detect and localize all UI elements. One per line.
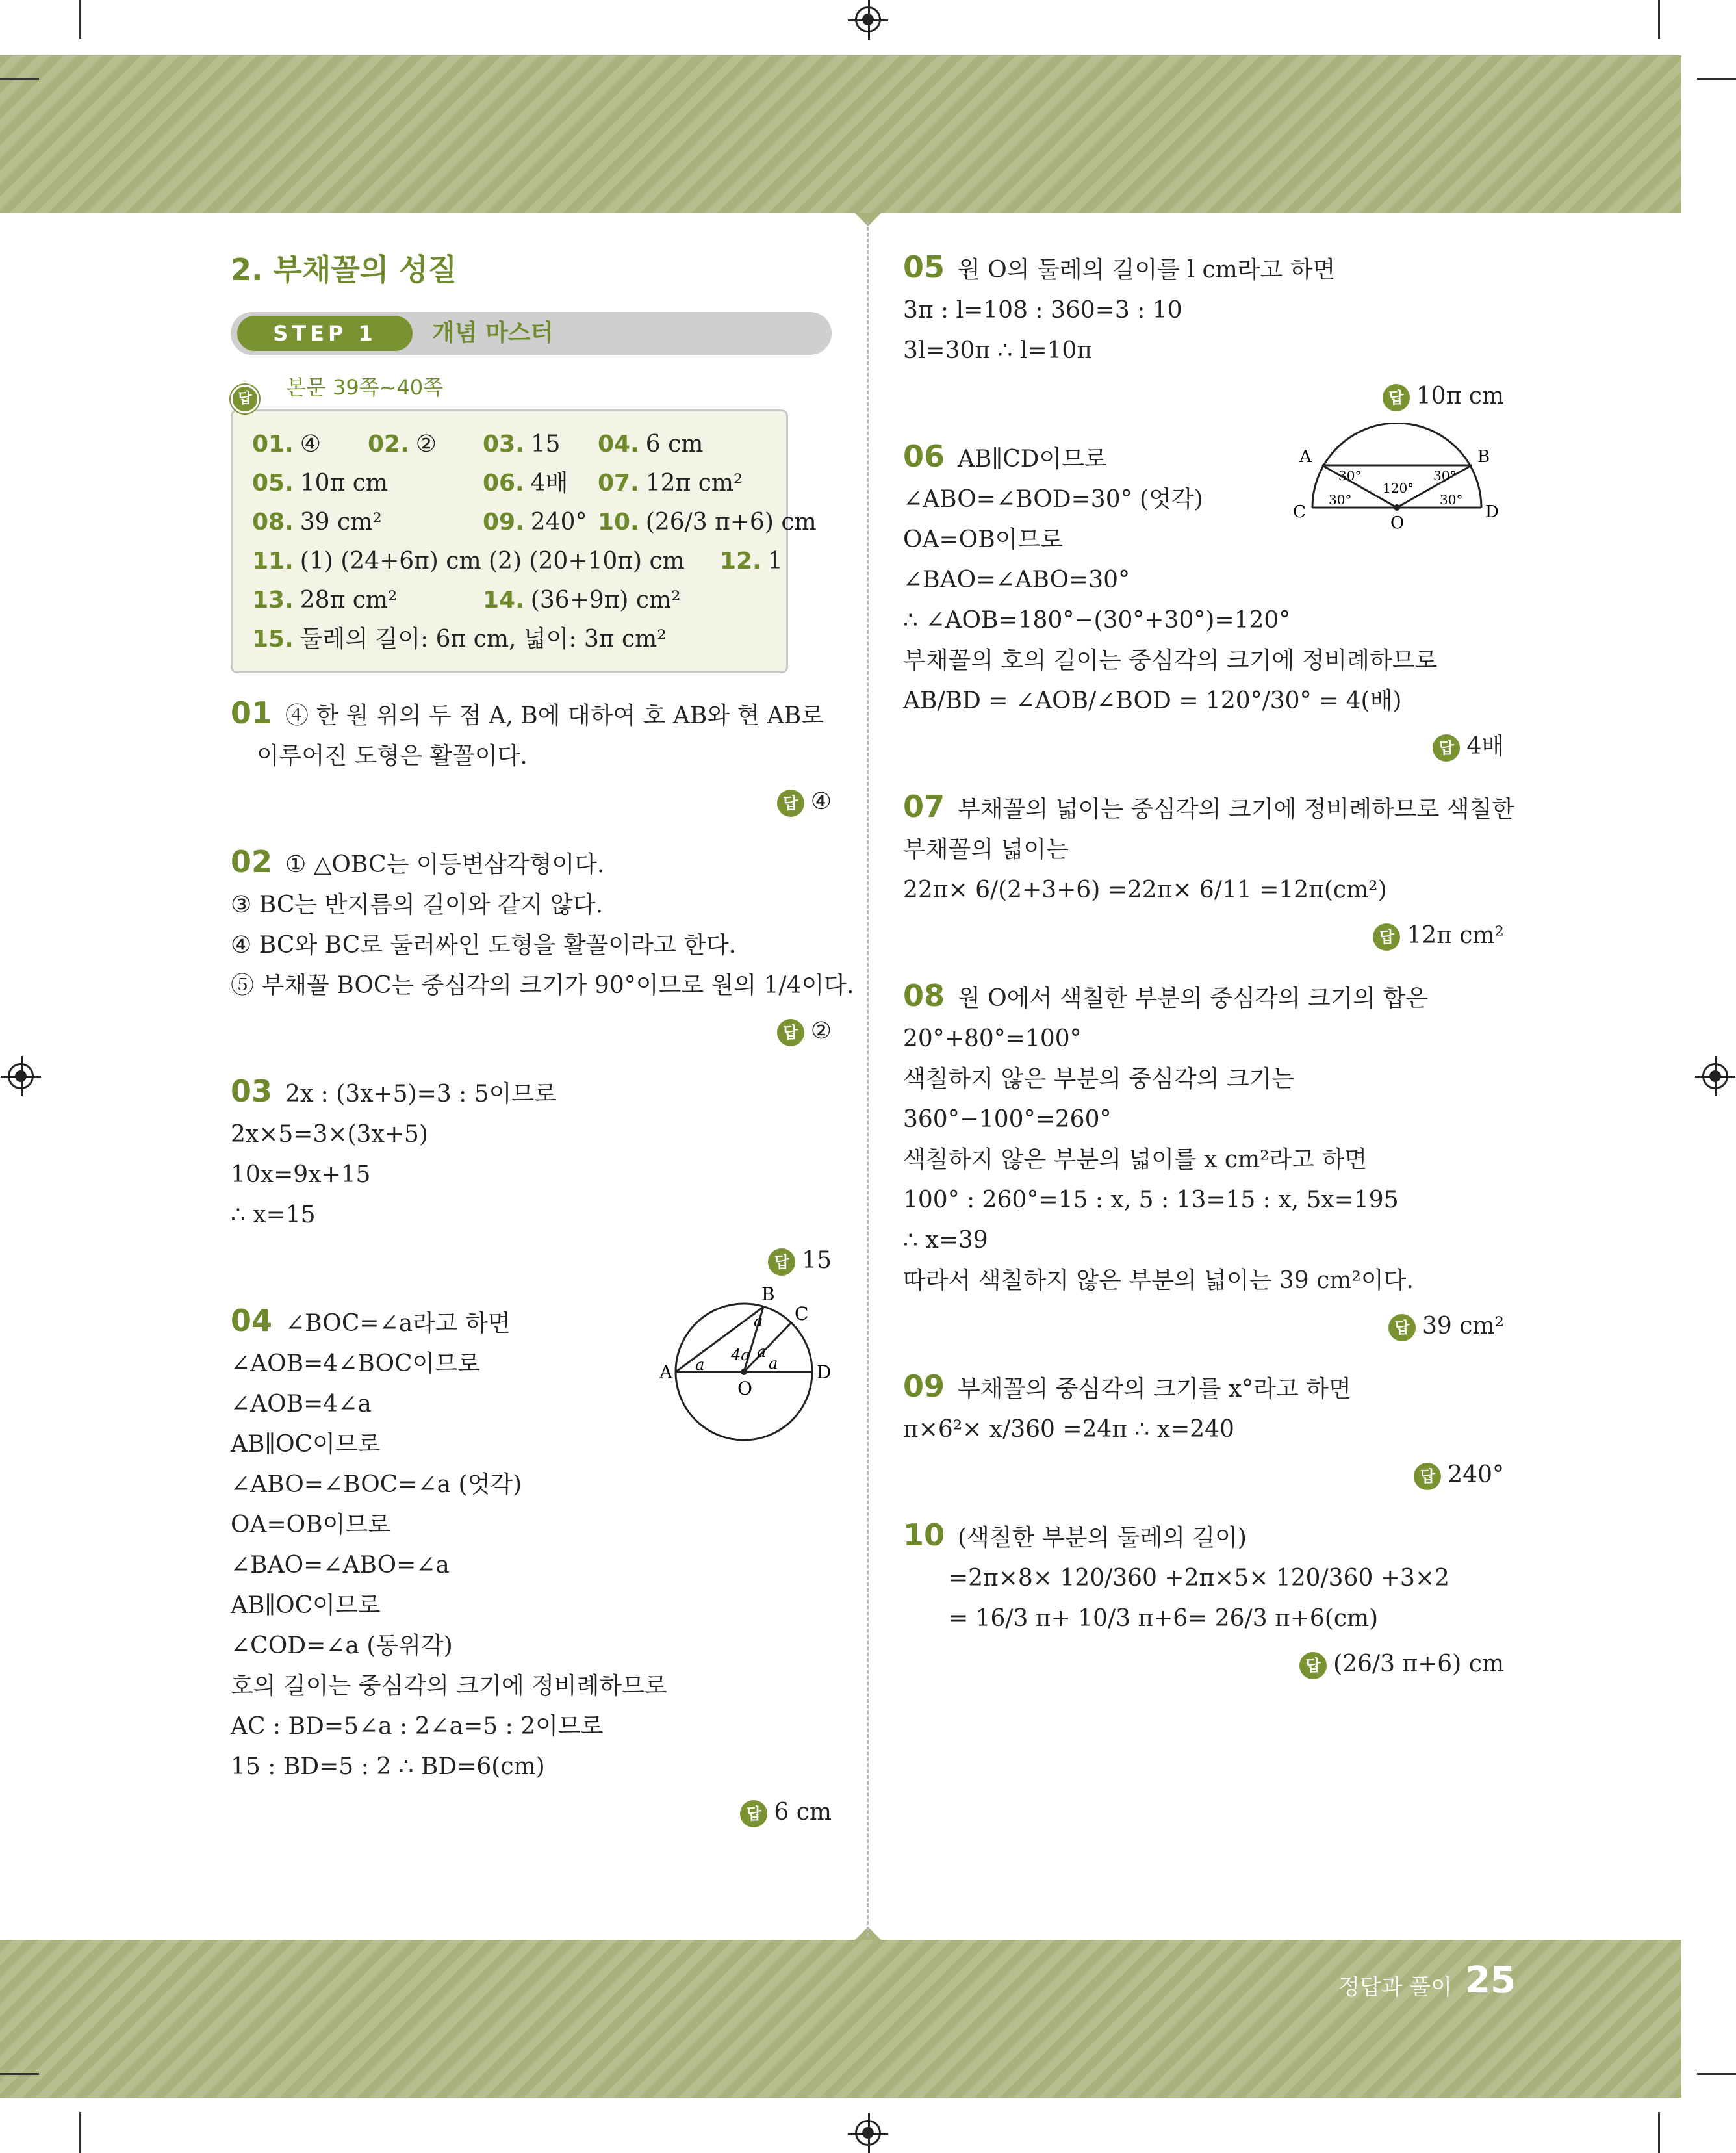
page-reference: 본문 39쪽~40쪽 bbox=[286, 375, 444, 400]
answer-badge-icon: 답 bbox=[768, 1248, 795, 1276]
problem-line: AC : BD=5∠a : 2∠a=5 : 2이므로 bbox=[231, 1713, 604, 1740]
problem-answer: 답 ② bbox=[231, 1011, 832, 1051]
problem-answer: 답 10π cm bbox=[903, 376, 1504, 417]
crop-mark bbox=[1697, 78, 1736, 80]
step-label: STEP 1 bbox=[237, 316, 413, 351]
problem-line: 07 부채꼴의 넓이는 중심각의 크기에 정비례하므로 색칠한 bbox=[903, 789, 1515, 824]
section-title: 2. 부채꼴의 성질 bbox=[231, 252, 457, 287]
angle-label: 30° bbox=[1433, 468, 1457, 483]
answer-pin-icon: 답 bbox=[231, 385, 259, 413]
answer-badge-icon: 답 bbox=[1373, 923, 1400, 951]
angle-label: 4a bbox=[731, 1346, 750, 1364]
crop-mark bbox=[0, 2073, 39, 2075]
problem-line: ∠ABO=∠BOC=∠a (엇각) bbox=[231, 1471, 522, 1498]
angle-label: a bbox=[769, 1354, 778, 1373]
problem-answer: 답 6 cm bbox=[231, 1792, 832, 1833]
problem-line: 10 (색칠한 부분의 둘레의 길이) bbox=[903, 1517, 1247, 1553]
problem-answer: 답 (26/3 π+6) cm bbox=[903, 1644, 1504, 1684]
problem-line: OA=OB이므로 bbox=[231, 1512, 390, 1538]
angle-label: 30° bbox=[1440, 492, 1463, 508]
problem-line: = 16/3 π+ 10/3 π+6= 26/3 π+6(cm) bbox=[949, 1605, 1379, 1632]
crop-mark bbox=[1658, 2112, 1660, 2153]
answer-badge-icon: 답 bbox=[777, 790, 804, 817]
problem-line: AB/BD = ∠AOB/∠BOD = 120°/30° = 4(배) bbox=[903, 688, 1402, 714]
problem-number: 02 bbox=[231, 844, 273, 879]
problem-answer: 답 ④ bbox=[231, 782, 832, 822]
answer-badge-icon: 답 bbox=[740, 1800, 767, 1827]
problem-line: ④ BC와 BC로 둘러싸인 도형을 활꼴이라고 한다. bbox=[231, 932, 737, 959]
angle-label: a bbox=[695, 1356, 705, 1374]
problem-number: 09 bbox=[903, 1369, 945, 1404]
answer-item: 04. 6 cm bbox=[598, 431, 704, 458]
problem-line: 색칠하지 않은 부분의 중심각의 크기는 bbox=[903, 1066, 1295, 1092]
problem-number: 01 bbox=[231, 695, 273, 730]
answer-item: 14. (36+9π) cm² bbox=[483, 587, 681, 613]
crop-mark bbox=[1697, 2073, 1736, 2075]
problem-line: 360°−100°=260° bbox=[903, 1106, 1112, 1133]
problem-number: 05 bbox=[903, 250, 945, 285]
answer-item: 15. 둘레의 길이: 6π cm, 넓이: 3π cm² bbox=[252, 626, 667, 652]
answer-item: 07. 12π cm² bbox=[598, 470, 743, 496]
point-label: O bbox=[737, 1378, 752, 1399]
registration-mark-icon bbox=[1702, 1063, 1728, 1089]
problem-line: =2π×8× 120/360 +2π×5× 120/360 +3×2 bbox=[949, 1565, 1449, 1592]
problem-line: 06 AB∥CD이므로 bbox=[903, 439, 1107, 474]
answer-item: 01. ④ bbox=[252, 431, 322, 458]
right-column bbox=[903, 247, 1515, 1684]
point-label: A bbox=[659, 1361, 673, 1383]
answer-badge-icon: 답 bbox=[1433, 734, 1460, 762]
problem-line: 03 2x : (3x+5)=3 : 5이므로 bbox=[231, 1074, 557, 1109]
answer-item: 12. 1 bbox=[720, 548, 783, 574]
answer-badge-icon: 답 bbox=[1383, 384, 1410, 411]
problem-line: ∴ x=15 bbox=[231, 1202, 316, 1228]
point-label: D bbox=[1485, 502, 1499, 522]
reference-row bbox=[231, 368, 832, 409]
point-label: C bbox=[1293, 502, 1306, 522]
problem-number: 10 bbox=[903, 1517, 945, 1553]
problem-line: 20°+80°=100° bbox=[903, 1025, 1082, 1052]
point-label: C bbox=[795, 1303, 809, 1324]
problem-09 bbox=[903, 1366, 1504, 1495]
point-label: A bbox=[1299, 447, 1312, 467]
problem-05 bbox=[903, 247, 1504, 417]
problem-line: ⑤ 부채꼴 BOC는 중심각의 크기가 90°이므로 원의 1/4이다. bbox=[231, 972, 854, 999]
problem-line: AB∥OC이므로 bbox=[231, 1592, 381, 1619]
problem-line: 색칠하지 않은 부분의 넓이를 x cm²라고 하면 bbox=[903, 1146, 1368, 1173]
problem-line: ∴ x=39 bbox=[903, 1227, 988, 1254]
problem-line: OA=OB이므로 bbox=[903, 526, 1063, 553]
answer-item: 08. 39 cm² bbox=[252, 509, 382, 535]
registration-mark-icon bbox=[855, 6, 881, 32]
problem-number: 03 bbox=[231, 1074, 273, 1109]
answer-badge-icon: 답 bbox=[777, 1019, 804, 1046]
problem-line: 10x=9x+15 bbox=[231, 1161, 371, 1188]
crop-mark bbox=[79, 0, 81, 39]
registration-mark-icon bbox=[8, 1063, 34, 1089]
angle-label: a bbox=[754, 1312, 763, 1330]
problem-line: 따라서 색칠하지 않은 부분의 넓이는 39 cm²이다. bbox=[903, 1267, 1414, 1294]
problem-line: 02 ① △OBC는 이등변삼각형이다. bbox=[231, 844, 605, 879]
problem-line: 이루어진 도형은 활꼴이다. bbox=[257, 743, 528, 769]
crop-mark bbox=[0, 78, 39, 80]
problem-08 bbox=[903, 975, 1504, 1347]
problem-line: 3π : l=108 : 360=3 : 10 bbox=[903, 297, 1182, 324]
answer-item: 13. 28π cm² bbox=[252, 587, 398, 613]
problem-line: 호의 길이는 중심각의 크기에 정비례하므로 bbox=[231, 1673, 667, 1699]
problem-line: ∠BAO=∠ABO=∠a bbox=[231, 1552, 450, 1579]
crop-mark bbox=[1658, 0, 1660, 39]
problem-answer: 답 12π cm² bbox=[903, 916, 1504, 956]
point-label: D bbox=[817, 1361, 832, 1383]
problem-number: 08 bbox=[903, 978, 945, 1013]
answer-item: 09. 240° bbox=[483, 509, 587, 535]
footer-title: 정답과 풀이 bbox=[1338, 1974, 1453, 2000]
bottom-decorative-band bbox=[0, 1940, 1681, 2098]
crop-mark bbox=[79, 2112, 81, 2153]
answer-badge-icon: 답 bbox=[1388, 1314, 1416, 1341]
angle-label: 120° bbox=[1383, 480, 1414, 496]
angle-label: a bbox=[757, 1343, 767, 1361]
problem-04 bbox=[231, 1287, 832, 1833]
problem-10 bbox=[903, 1515, 1504, 1684]
point-label: B bbox=[1477, 447, 1490, 467]
problem-line: ③ BC는 반지름의 길이와 같지 않다. bbox=[231, 892, 603, 918]
registration-mark-icon bbox=[855, 2120, 881, 2146]
answer-summary-box bbox=[231, 409, 817, 673]
problem-07 bbox=[903, 786, 1515, 956]
problem-answer: 답 15 bbox=[231, 1241, 832, 1281]
step-bar bbox=[231, 312, 832, 355]
answer-item: 05. 10π cm bbox=[252, 470, 388, 496]
problem-line: 09 부채꼴의 중심각의 크기를 x°라고 하면 bbox=[903, 1369, 1351, 1404]
problem-line: 부채꼴의 넓이는 bbox=[903, 836, 1069, 863]
column-divider bbox=[867, 221, 869, 1937]
problem-answer: 답 39 cm² bbox=[903, 1306, 1504, 1347]
angle-label: 30° bbox=[1329, 492, 1352, 508]
page-number: 25 bbox=[1465, 1959, 1516, 2002]
problem-line: ∠ABO=∠BOD=30° (엇각) bbox=[903, 486, 1203, 513]
answer-item: 02. ② bbox=[368, 431, 437, 458]
point-label: B bbox=[761, 1287, 775, 1305]
problem-line: 15 : BD=5 : 2 ∴ BD=6(cm) bbox=[231, 1753, 545, 1780]
problem-03 bbox=[231, 1071, 832, 1281]
problem-line: 01 ④ 한 원 위의 두 점 A, B에 대하여 호 AB와 현 AB로 bbox=[231, 695, 824, 730]
answer-item: 06. 4배 bbox=[483, 470, 568, 496]
answer-item: 10. (26/3 π+6) cm bbox=[598, 509, 817, 535]
problem-line: 22π× 6/(2+3+6) =22π× 6/11 =12π(cm²) bbox=[903, 877, 1387, 903]
problem-line: 05 원 O의 둘레의 길이를 l cm라고 하면 bbox=[903, 250, 1336, 285]
problem-number: 06 bbox=[903, 439, 945, 474]
problem-line: ∠BAO=∠ABO=30° bbox=[903, 567, 1130, 593]
problem-answer: 답 4배 bbox=[903, 727, 1504, 767]
problem-line: ∠AOB=4∠BOC이므로 bbox=[231, 1350, 480, 1377]
problem-02 bbox=[231, 842, 854, 1051]
answer-badge-icon: 답 bbox=[1414, 1463, 1441, 1490]
problem-line: 3l=30π ∴ l=10π bbox=[903, 337, 1092, 364]
problem-line: 04 ∠BOC=∠a라고 하면 bbox=[231, 1303, 511, 1338]
problem-line: 08 원 O에서 색칠한 부분의 중심각의 크기의 합은 bbox=[903, 978, 1429, 1013]
answer-item: 11. (1) (24+6π) cm (2) (20+10π) cm bbox=[252, 548, 685, 574]
problem-answer: 답 240° bbox=[903, 1455, 1504, 1495]
angle-label: 30° bbox=[1338, 468, 1362, 483]
problem-06 bbox=[903, 436, 1504, 767]
problem-line: ∠AOB=4∠a bbox=[231, 1391, 372, 1417]
answer-item: 03. 15 bbox=[483, 431, 561, 458]
problem-line: 부채꼴의 호의 길이는 중심각의 크기에 정비례하므로 bbox=[903, 647, 1438, 674]
problem-number: 07 bbox=[903, 789, 945, 824]
point-label: O bbox=[1390, 513, 1405, 533]
problem-line: 100° : 260°=15 : x, 5 : 13=15 : x, 5x=195 bbox=[903, 1187, 1399, 1213]
semicircle-diagram-06 bbox=[1293, 423, 1501, 540]
step-title: 개념 마스터 bbox=[432, 320, 554, 346]
circle-diagram-04 bbox=[646, 1287, 841, 1456]
problem-line: 2x×5=3×(3x+5) bbox=[231, 1121, 428, 1148]
top-decorative-band bbox=[0, 55, 1681, 213]
problem-number: 04 bbox=[231, 1303, 273, 1338]
problem-line: π×6²× x/360 =24π ∴ x=240 bbox=[903, 1416, 1234, 1443]
problem-line: ∴ ∠AOB=180°−(30°+30°)=120° bbox=[903, 607, 1291, 634]
problem-01 bbox=[231, 693, 832, 822]
problem-line: ∠COD=∠a (동위각) bbox=[231, 1632, 453, 1659]
answer-badge-icon: 답 bbox=[1299, 1652, 1327, 1679]
problem-line: AB∥OC이므로 bbox=[231, 1431, 381, 1458]
left-column bbox=[231, 247, 854, 1833]
